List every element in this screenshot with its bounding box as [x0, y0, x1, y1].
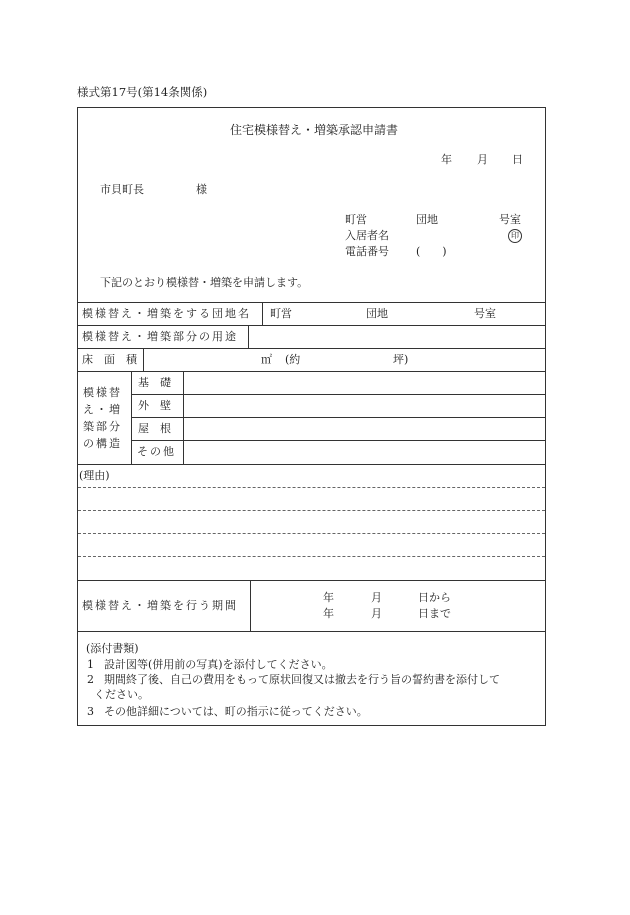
- floor-area-approx: (約: [285, 353, 301, 366]
- date-month-label: 月: [477, 153, 488, 166]
- attachment-text: その他詳細については、町の指示に従ってください。: [104, 705, 368, 718]
- applicant-complex-label: 団地: [416, 213, 438, 226]
- structure-item-roof: 屋 根: [138, 422, 171, 435]
- structure-label-line: 築部分: [83, 420, 122, 433]
- column-divider: [248, 325, 249, 348]
- row-divider: [77, 464, 546, 465]
- row-divider: [77, 348, 546, 349]
- resident-name-label: 入居者名: [345, 229, 389, 242]
- row-divider: [77, 302, 546, 303]
- structure-item-foundation: 基 礎: [138, 376, 171, 389]
- structure-label-line: え・増: [83, 403, 122, 416]
- row-divider: [77, 580, 546, 581]
- row-divider: [131, 440, 546, 441]
- date-day-label: 日: [512, 153, 523, 166]
- period-to-year: 年: [323, 607, 334, 620]
- floor-area-unit: ㎡: [261, 353, 272, 366]
- structure-item-other: その他: [137, 445, 176, 458]
- seal-icon: 印: [508, 229, 522, 243]
- row-divider: [131, 394, 546, 395]
- period-from-month: 月: [371, 591, 382, 604]
- reason-label: (理由): [79, 469, 110, 482]
- location-label: 模様替え・増築をする団地名: [82, 307, 251, 320]
- addressee-name: 市貝町長: [100, 183, 144, 196]
- phone-value: ( ): [416, 245, 447, 258]
- row-divider: [131, 417, 546, 418]
- location-room: 号室: [474, 307, 496, 320]
- period-label: 模様替え・増築を行う期間: [82, 599, 238, 612]
- row-divider: [77, 631, 546, 632]
- attachment-text: 期間終了後、自己の費用をもって原状回復又は撤去を行う旨の誓約書を添付して: [104, 673, 500, 686]
- reason-dashed-line: [78, 533, 545, 534]
- period-to-day: 日まで: [418, 607, 451, 620]
- use-label: 模様替え・増築部分の用途: [82, 330, 238, 343]
- attachment-text: 設計図等(併用前の写真)を添付してください。: [104, 658, 333, 671]
- date-year-label: 年: [441, 153, 452, 166]
- location-town: 町営: [270, 307, 292, 320]
- column-divider: [262, 302, 263, 325]
- column-divider: [250, 580, 251, 631]
- row-divider: [77, 325, 546, 326]
- structure-label-line: 模様替: [83, 386, 122, 399]
- floor-area-label: 床 面 積: [82, 353, 137, 366]
- applicant-room-label: 号室: [499, 213, 521, 226]
- seal-mark: [508, 229, 522, 243]
- reason-dashed-line: [78, 487, 545, 488]
- intro-statement: 下記のとおり模様替・増築を申請します。: [100, 276, 309, 289]
- addressee-honorific: 様: [196, 183, 207, 196]
- form-title: 住宅模様替え・増築承認申請書: [230, 123, 399, 137]
- form-number: 様式第17号(第14条関係): [77, 85, 208, 99]
- phone-label: 電話番号: [345, 245, 389, 258]
- attachment-number: 1: [87, 658, 94, 671]
- attachments-heading: (添付書類): [86, 642, 139, 655]
- attachment-text-continuation: ください。: [94, 688, 149, 701]
- period-from-year: 年: [323, 591, 334, 604]
- row-divider: [77, 371, 546, 372]
- floor-area-tsubo: 坪): [393, 353, 409, 366]
- period-to-month: 月: [371, 607, 382, 620]
- structure-label-line: の構造: [83, 437, 122, 450]
- period-from-day: 日から: [418, 591, 451, 604]
- reason-dashed-line: [78, 556, 545, 557]
- attachment-number: 2: [87, 673, 94, 686]
- structure-item-exterior-wall: 外 壁: [138, 399, 171, 412]
- location-complex: 団地: [366, 307, 388, 320]
- reason-dashed-line: [78, 510, 545, 511]
- applicant-town-label: 町営: [345, 213, 367, 226]
- column-divider: [143, 348, 144, 371]
- attachment-number: 3: [87, 705, 94, 718]
